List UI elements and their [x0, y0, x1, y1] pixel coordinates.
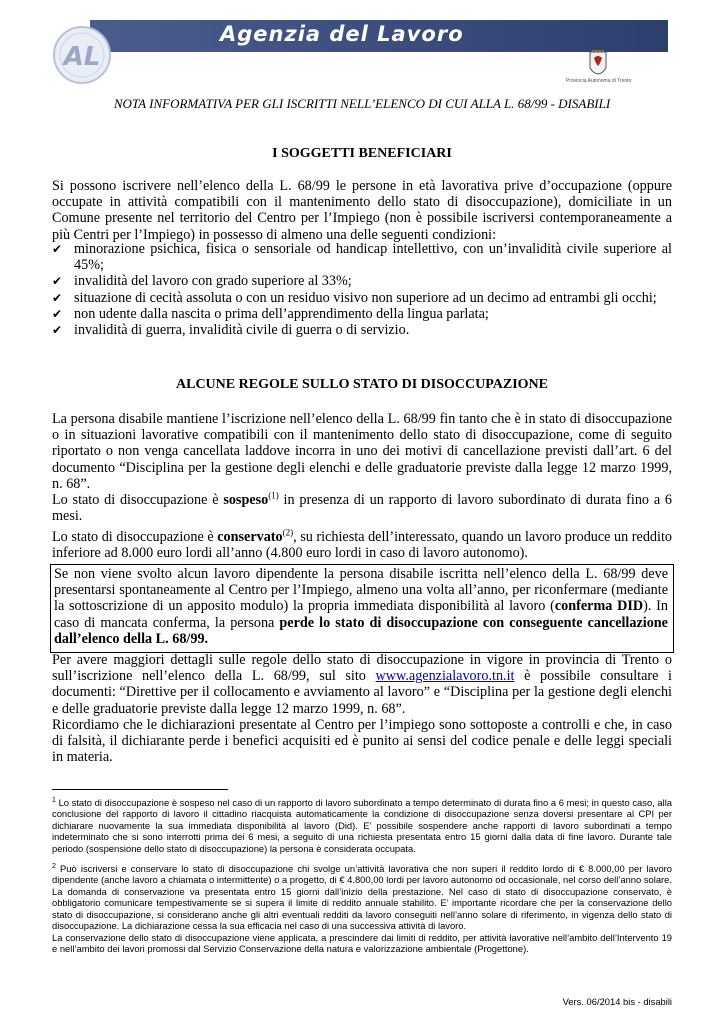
- document-subtitle: NOTA INFORMATIVA PER GLI ISCRITTI NELL’ELENCO DI CUI ALLA L. 68/99 - DISABILI: [113, 96, 611, 111]
- check-icon: ✔: [52, 323, 63, 338]
- al-logo-icon: [52, 25, 112, 85]
- text-fragment: Lo stato di disoccupazione è: [52, 492, 224, 508]
- list-item: [52, 273, 672, 289]
- header-banner: [90, 20, 668, 52]
- bold-warning-cancellazione: perde lo stato di disoccupazione con conseguente cancellazione dall’elenco della L. 68/99.: [54, 614, 668, 647]
- notice-box-text: [54, 566, 668, 647]
- text-fragment: è possibile consultare i documenti: “Direttive per il collocamento e avviamento al lavoro” e “Disciplina per la gestione degli elenchi e delle graduatorie previste dalla legge 12 marzo 1999, n. 68”.: [52, 668, 672, 717]
- paragraph-iscrizione: La persona disabile mantiene l’iscrizione nell’elenco della L. 68/99 fin tanto che è in stato di disoccupazione o in situazioni lavorative compatibili con il mantenimento dello stato di disoccupazione, come di seguito riportato o non venga cancellata laddove incorra in uno dei motivi di cancellazione previsti dall’art. 6 del documento “Disciplina per la gestione degli elenchi e delle graduatorie previste dalla legge 12 marzo 1999, n. 68”.: [52, 411, 672, 492]
- text-fragment: ). In caso di mancata conferma, la persona: [54, 598, 668, 631]
- logo-letters: AL: [63, 42, 101, 72]
- condition-text: invalidità di guerra, invalidità civile di guerra o di servizio.: [74, 322, 410, 339]
- page-header: [0, 0, 724, 90]
- condition-text: situazione di cecità assoluta o con un residuo visivo non superiore ad un decimo ad entrambi gli occhi;: [74, 289, 657, 306]
- bold-term-sospeso: sospeso: [223, 492, 269, 508]
- footnote-1: [52, 797, 672, 854]
- condition-text: invalidità del lavoro con grado superiore al 33%;: [74, 273, 352, 290]
- section1-intro: Si possono iscrivere nell’elenco della L. 68/99 le persone in età lavorativa prive d’occupazione (oppure occupate in attività compatibili con il mantenimento dello stato di disoccupazione), domiciliate in un Comune presente nel territorio del Centro per l’Impiego (non è possibile iscriversi contemporaneamente a più Centri per l’Impiego) in possesso di almeno una delle seguenti condizioni:: [52, 178, 672, 243]
- list-item: [52, 322, 672, 338]
- list-item: [52, 290, 672, 306]
- footnote-ref-1[interactable]: (1): [268, 490, 279, 501]
- footnote-mark: 1: [52, 796, 56, 804]
- version-label: Vers. 06/2014 bis - disabili: [562, 996, 672, 1007]
- text-fragment: Lo stato di disoccupazione è: [52, 529, 218, 545]
- paragraph-sospeso: [52, 492, 672, 524]
- footnote-text: Può iscriversi e conservare lo stato di disoccupazione chi svolge un’attività lavorativa che non superi il reddito lordo di € 8.000,00 per lavoro dipendente (anche lavoro a chiamata o intermittente) o a progetto, di € 4.800,00 lordi per lavoro autonomo od occasionale, nel corso dell’anno solare. La domanda di conservazione va presentata entro 15 giorni dall’inizio della prestazione. Nel caso di stato di disoccupazione conservato, è obbligatorio comunicare tempestivamente se si supera il limite di reddito annuale stabilito. E’ importante ricordare che per la conservazione dello stato di disoccupazione, si considerano anche gli altri eventuali redditi da lavoro conseguiti nell’anno solare di riferimento, in vigenza dello stato di disoccupazione. La dichiarazione cessa la sua efficacia nel caso di una successiva attività di lavoro.: [52, 863, 672, 932]
- footnote-ref-2[interactable]: (2): [282, 527, 294, 538]
- bold-term-conferma-did: conferma DID: [554, 598, 644, 615]
- paragraph-controlli: Ricordiamo che le dichiarazioni presentate al Centro per l’impiego sono sottoposte a controlli e che, in caso di falsità, il dichiarante perde i benefici acquisiti ed è punito ai sensi del codice penale e delle leggi speciali in materia.: [52, 717, 672, 766]
- paragraph-dettagli: [52, 652, 672, 717]
- footnote-text: Lo stato di disoccupazione è sospeso nel caso di un rapporto di lavoro subordinato a tempo determinato di durata fino a 6 mesi; in questo caso, alla conclusione del rapporto di lavoro il cittadino riacquista automaticamente la condizione di disoccupazione senza doversi presentare al CPI per dichiarare nuovamente la sua immediata disponibilità al lavoro (Did). E’ possibile sospendere anche rapporti di lavoro subordinati a tempo indeterminato che si sono interrotti prima dei 6 mesi, a seguito di una richiesta presentata entro 15 giorni dalla data di fine lavoro. Durante tale periodo (sospensione dello stato di disoccupazione) la persona è considerata occupata.: [52, 797, 673, 854]
- agenzia-website-link[interactable]: www.agenzialavoro.tn.it: [375, 668, 515, 685]
- crest-caption: Provincia Autonoma di Trento: [566, 78, 632, 84]
- text-fragment: Per avere maggiori dettagli sulle regole dello stato di disoccupazione in vigore in provincia di Trento o sull’iscrizione nell’elenco della L. 68/99, sul sito: [52, 652, 672, 685]
- header-title: Agenzia del Lavoro: [220, 22, 464, 46]
- condition-text: non udente dalla nascita o prima dell’apprendimento della lingua parlata;: [74, 305, 489, 322]
- list-item: [52, 241, 672, 273]
- footnote-3: [52, 932, 672, 955]
- condition-text: minorazione psichica, fisica o sensoriale od handicap intellettivo, con un’invalidità civile superiore al 45%;: [74, 241, 672, 274]
- text-fragment: , su richiesta dell’interessato, quando un lavoro produce un reddito inferiore ad 8.000 euro lordi all’anno (4.800 euro lordi in caso di lavoro autonomo).: [52, 529, 672, 562]
- section-heading-regole: ALCUNE REGOLE SULLO STATO DI DISOCCUPAZIONE: [176, 377, 548, 392]
- footnote-mark: 2: [52, 862, 56, 870]
- conditions-list: [52, 241, 672, 338]
- footnote-2: [52, 863, 672, 931]
- text-fragment: in presenza di un rapporto di lavoro subordinato di durata fino a 6 mesi.: [52, 492, 672, 525]
- section-heading-beneficiari: I SOGGETTI BENEFICIARI: [272, 146, 452, 161]
- footnote-separator: [52, 789, 228, 790]
- footnote-text: La conservazione dello stato di disoccupazione viene applicata, a prescindere dai limiti di reddito, per attività lavorative nell’ambito dell’Intervento 19 e nell’ambito dei lavori promossi dal Servizio Conservazione della natura e valorizzazione ambientale (Progettone).: [52, 932, 672, 955]
- text-fragment: Se non viene svolto alcun lavoro dipendente la persona disabile iscritta nell’elenco della L. 68/99 deve presentarsi spontaneamente al Centro per l’Impiego, almeno una volta all’anno, per riconfermare (mediante la sottoscrizione di un apposito modulo) la propria immediata disponibilità al lavoro (: [54, 566, 668, 615]
- check-icon: ✔: [52, 274, 63, 289]
- bold-term-conservato: conservato: [217, 529, 283, 545]
- check-icon: ✔: [52, 290, 63, 305]
- check-icon: ✔: [52, 242, 63, 256]
- check-icon: ✔: [52, 306, 63, 321]
- list-item: [52, 306, 672, 322]
- paragraph-conservato: [52, 529, 672, 561]
